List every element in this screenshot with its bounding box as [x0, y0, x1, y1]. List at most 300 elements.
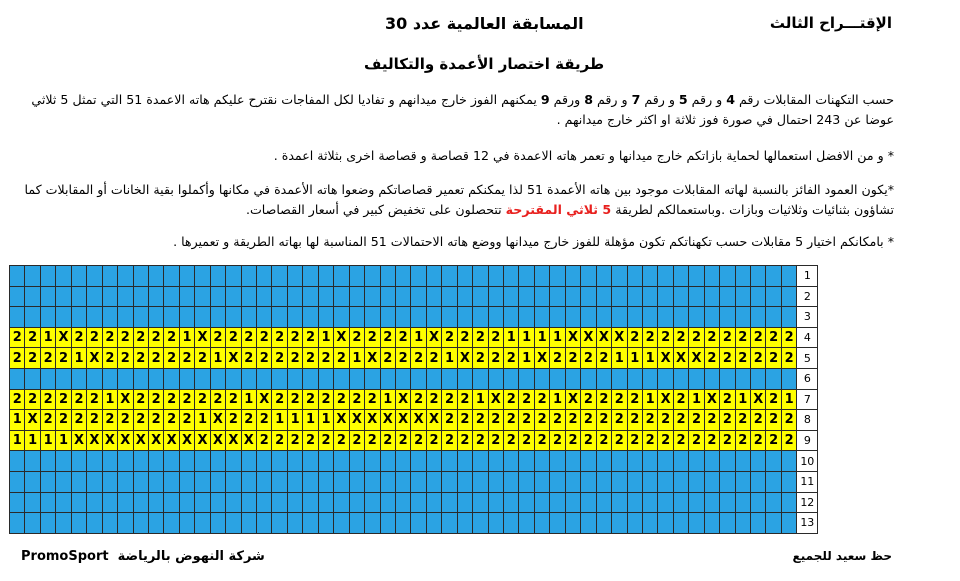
- grid-cell: [488, 513, 503, 534]
- grid-cell: [133, 368, 148, 389]
- grid-cell: 1: [241, 389, 256, 410]
- grid-cell: [488, 368, 503, 389]
- grid-cell: 2: [457, 327, 472, 348]
- grid-cell: 2: [550, 410, 565, 431]
- grid-cell: X: [658, 389, 673, 410]
- grid-cell: [303, 368, 318, 389]
- grid-cell: 2: [102, 327, 117, 348]
- grid-cell: [334, 471, 349, 492]
- grid-cell: [781, 266, 796, 287]
- grid-cell: [781, 307, 796, 328]
- grid-cell: 2: [473, 410, 488, 431]
- grid-cell: 2: [534, 430, 549, 451]
- grid-cell: 2: [87, 410, 102, 431]
- grid-cell: [133, 471, 148, 492]
- grid-cell: [365, 286, 380, 307]
- grid-cell: [380, 513, 395, 534]
- grid-cell: 2: [689, 410, 704, 431]
- grid-cell: [241, 368, 256, 389]
- grid-cell: [612, 266, 627, 287]
- grid-cell: [642, 307, 657, 328]
- grid-cell: 2: [612, 389, 627, 410]
- grid-cell: [504, 286, 519, 307]
- grid-row: [10, 430, 818, 451]
- grid-cell: 2: [365, 430, 380, 451]
- grid-cell: [349, 492, 364, 513]
- grid-cell: [334, 266, 349, 287]
- grid-cell: [426, 471, 441, 492]
- grid-cell: [87, 307, 102, 328]
- grid-cell: 2: [504, 410, 519, 431]
- grid-cell: [272, 513, 287, 534]
- grid-cell: 2: [179, 389, 194, 410]
- p1-text: و رقم: [592, 92, 632, 107]
- grid-cell: [195, 368, 210, 389]
- grid-cell: [257, 286, 272, 307]
- grid-cell: 2: [10, 389, 25, 410]
- grid-cell: [735, 266, 750, 287]
- grid-cell: 2: [673, 327, 688, 348]
- grid-cell: [673, 368, 688, 389]
- grid-cell: [704, 307, 719, 328]
- grid-cell: [25, 286, 40, 307]
- grid-cell: [380, 471, 395, 492]
- grid-cell: [735, 286, 750, 307]
- grid-cell: 1: [210, 348, 225, 369]
- grid-cell: [102, 451, 117, 472]
- grid-cell: [519, 266, 534, 287]
- grid-cell: [40, 286, 55, 307]
- grid-cell: 2: [334, 389, 349, 410]
- grid-cell: [596, 513, 611, 534]
- footer-company: [21, 549, 265, 564]
- grid-cell: [596, 266, 611, 287]
- p1-number: 8: [584, 92, 593, 107]
- grid-cell: [534, 492, 549, 513]
- grid-cell: [164, 368, 179, 389]
- grid-cell: [318, 492, 333, 513]
- grid-cell: [102, 266, 117, 287]
- grid-cell: [257, 513, 272, 534]
- grid-cell: 2: [210, 389, 225, 410]
- grid-cell: [40, 513, 55, 534]
- grid-cell: [272, 266, 287, 287]
- grid-cell: 2: [751, 410, 766, 431]
- row-number: 4: [797, 327, 818, 348]
- grid-cell: [133, 451, 148, 472]
- grid-cell: 2: [133, 348, 148, 369]
- grid-cell: [25, 266, 40, 287]
- grid-cell: X: [596, 327, 611, 348]
- grid-cell: [781, 286, 796, 307]
- grid-cell: [287, 307, 302, 328]
- grid-cell: [627, 266, 642, 287]
- grid-cell: [257, 471, 272, 492]
- grid-cell: [442, 286, 457, 307]
- grid-cell: [318, 266, 333, 287]
- grid-cell: [704, 286, 719, 307]
- grid-cell: [102, 492, 117, 513]
- grid-cell: [118, 492, 133, 513]
- grid-cell: [303, 492, 318, 513]
- grid-cell: 2: [442, 389, 457, 410]
- grid-cell: X: [71, 430, 86, 451]
- grid-cell: [226, 286, 241, 307]
- grid-cell: [195, 451, 210, 472]
- grid-cell: [642, 471, 657, 492]
- grid-cell: 2: [287, 348, 302, 369]
- grid-cell: [195, 266, 210, 287]
- grid-cell: [195, 492, 210, 513]
- grid-cell: [334, 451, 349, 472]
- grid-cell: 2: [303, 430, 318, 451]
- grid-cell: [272, 307, 287, 328]
- grid-cell: X: [87, 348, 102, 369]
- p1-number: 9: [540, 92, 550, 107]
- grid-cell: [550, 451, 565, 472]
- grid-cell: [596, 471, 611, 492]
- grid-cell: [612, 492, 627, 513]
- grid-cell: [164, 307, 179, 328]
- p3-text: تتحصلون على تخفيض كبير في أسعار القصاصات.: [245, 202, 506, 217]
- row-number: 3: [797, 307, 818, 328]
- grid-cell: 2: [627, 430, 642, 451]
- grid-cell: [226, 451, 241, 472]
- grid-cell: 2: [735, 430, 750, 451]
- grid-cell: X: [395, 389, 410, 410]
- grid-cell: [612, 451, 627, 472]
- grid-cell: 1: [689, 389, 704, 410]
- grid-cell: [25, 368, 40, 389]
- paragraph-2: * و من الافضل استعمالها لحماية بازاتكم خارج ميدانها و تعمر هاته الاعمدة في 12 قصاصة و قصاصة اخرى بثلاثة اعمدة .: [273, 148, 894, 163]
- grid-cell: [241, 266, 256, 287]
- grid-cell: X: [226, 430, 241, 451]
- grid-cell: [272, 368, 287, 389]
- grid-cell: 2: [612, 410, 627, 431]
- grid-cell: 2: [226, 389, 241, 410]
- grid-cell: [720, 266, 735, 287]
- grid-cell: [642, 368, 657, 389]
- grid-cell: [642, 451, 657, 472]
- grid-cell: [596, 307, 611, 328]
- grid-cell: [148, 307, 163, 328]
- grid-cell: 2: [226, 410, 241, 431]
- grid-cell: [658, 266, 673, 287]
- grid-cell: 2: [349, 327, 364, 348]
- grid-cell: [179, 368, 194, 389]
- grid-cell: 2: [735, 348, 750, 369]
- grid-cell: [303, 266, 318, 287]
- grid-cell: [735, 471, 750, 492]
- grid-cell: 2: [627, 410, 642, 431]
- grid-cell: X: [689, 348, 704, 369]
- grid-cell: [704, 492, 719, 513]
- grid-cell: 2: [504, 430, 519, 451]
- grid-cell: [720, 307, 735, 328]
- grid-cell: 2: [164, 348, 179, 369]
- grid-cell: [40, 492, 55, 513]
- grid-cell: [380, 492, 395, 513]
- grid-cell: [164, 492, 179, 513]
- grid-cell: [272, 286, 287, 307]
- grid-cell: 2: [411, 348, 426, 369]
- grid-cell: X: [581, 327, 596, 348]
- grid-cell: [10, 286, 25, 307]
- grid-cell: [395, 451, 410, 472]
- grid-cell: [766, 513, 781, 534]
- grid-cell: [457, 471, 472, 492]
- grid-cell: [704, 451, 719, 472]
- grid-cell: X: [411, 410, 426, 431]
- grid-cell: [71, 368, 86, 389]
- grid-cell: [241, 492, 256, 513]
- grid-cell: [133, 513, 148, 534]
- grid-cell: [102, 368, 117, 389]
- grid-cell: 1: [56, 430, 71, 451]
- grid-cell: [658, 451, 673, 472]
- grid-row: [10, 327, 818, 348]
- grid-cell: X: [257, 389, 272, 410]
- grid-cell: [380, 266, 395, 287]
- grid-cell: [735, 307, 750, 328]
- grid-cell: 2: [473, 430, 488, 451]
- grid-cell: [673, 266, 688, 287]
- grid-cell: [457, 513, 472, 534]
- grid-cell: 2: [689, 430, 704, 451]
- grid-cell: [380, 368, 395, 389]
- grid-cell: 2: [287, 327, 302, 348]
- grid-cell: X: [426, 327, 441, 348]
- grid-cell: [56, 471, 71, 492]
- grid-cell: [10, 266, 25, 287]
- grid-cell: 1: [195, 410, 210, 431]
- paragraph-4: * بامكانكم اختيار 5 مقابلات حسب تكهناتكم تكون مؤهلة للفوز خارج ميدانها ووضع هاته الاحتمالات 51 المناسبة لها بهاته الطريقة و تعميرها .: [173, 234, 894, 249]
- grid-cell: [457, 307, 472, 328]
- grid-row: [10, 389, 818, 410]
- p1-text: و رقم: [687, 92, 727, 107]
- grid-cell: [581, 286, 596, 307]
- grid-cell: 2: [334, 430, 349, 451]
- grid-cell: [102, 286, 117, 307]
- grid-cell: 2: [241, 410, 256, 431]
- grid-cell: [658, 471, 673, 492]
- grid-cell: 2: [550, 430, 565, 451]
- grid-cell: X: [658, 348, 673, 369]
- grid-cell: X: [210, 430, 225, 451]
- grid-cell: [71, 451, 86, 472]
- grid-cell: [642, 286, 657, 307]
- grid-cell: [673, 513, 688, 534]
- grid-cell: X: [118, 430, 133, 451]
- grid-cell: [56, 368, 71, 389]
- grid-cell: [395, 368, 410, 389]
- grid-cell: 2: [257, 348, 272, 369]
- grid-cell: [210, 451, 225, 472]
- grid-cell: [720, 513, 735, 534]
- grid-cell: [473, 513, 488, 534]
- grid-cell: [241, 307, 256, 328]
- grid-cell: [534, 451, 549, 472]
- grid-cell: [241, 451, 256, 472]
- grid-cell: 2: [349, 389, 364, 410]
- grid-cell: 2: [704, 430, 719, 451]
- grid-cell: [612, 286, 627, 307]
- grid-cell: [210, 513, 225, 534]
- grid-cell: [534, 513, 549, 534]
- grid-cell: 2: [56, 348, 71, 369]
- grid-cell: [689, 368, 704, 389]
- grid-row: [10, 286, 818, 307]
- grid-cell: 2: [179, 410, 194, 431]
- grid-cell: 2: [488, 348, 503, 369]
- grid-cell: [272, 492, 287, 513]
- grid-cell: X: [164, 430, 179, 451]
- row-number: 10: [797, 451, 818, 472]
- grid-cell: 2: [565, 348, 580, 369]
- grid-cell: X: [56, 327, 71, 348]
- grid-cell: 1: [71, 348, 86, 369]
- grid-cell: [257, 307, 272, 328]
- grid-row: [10, 471, 818, 492]
- grid-cell: X: [195, 430, 210, 451]
- grid-cell: 2: [272, 430, 287, 451]
- grid-cell: [148, 513, 163, 534]
- grid-cell: [781, 471, 796, 492]
- grid-cell: 1: [10, 430, 25, 451]
- grid-cell: 2: [257, 410, 272, 431]
- grid-cell: 2: [241, 327, 256, 348]
- grid-cell: [596, 451, 611, 472]
- grid-cell: 2: [56, 410, 71, 431]
- grid-cell: [226, 492, 241, 513]
- grid-cell: 2: [581, 410, 596, 431]
- grid-cell: 1: [272, 410, 287, 431]
- grid-cell: 2: [303, 327, 318, 348]
- grid-cell: [71, 471, 86, 492]
- grid-cell: [442, 471, 457, 492]
- grid-cell: 2: [87, 327, 102, 348]
- grid-cell: [87, 368, 102, 389]
- grid-cell: [581, 451, 596, 472]
- footer-good-luck: حظ سعيد للجميع: [792, 549, 892, 563]
- grid-cell: [565, 266, 580, 287]
- grid-cell: 2: [565, 430, 580, 451]
- grid-cell: 2: [25, 389, 40, 410]
- grid-cell: [411, 471, 426, 492]
- grid-cell: [658, 368, 673, 389]
- grid-cell: [673, 286, 688, 307]
- grid-cell: [87, 471, 102, 492]
- grid-cell: 2: [442, 410, 457, 431]
- grid-cell: X: [426, 410, 441, 431]
- grid-cell: 2: [303, 348, 318, 369]
- grid-cell: [365, 307, 380, 328]
- grid-cell: 2: [349, 430, 364, 451]
- grid-cell: 2: [87, 389, 102, 410]
- grid-cell: [411, 451, 426, 472]
- grid-cell: [504, 471, 519, 492]
- grid-cell: [565, 286, 580, 307]
- grid-cell: [226, 513, 241, 534]
- grid-cell: X: [380, 410, 395, 431]
- grid-cell: 2: [40, 389, 55, 410]
- grid-cell: [473, 451, 488, 472]
- grid-cell: [71, 266, 86, 287]
- p1-number: 4: [726, 92, 736, 107]
- grid-cell: 2: [164, 410, 179, 431]
- grid-cell: [550, 286, 565, 307]
- grid-cell: [627, 513, 642, 534]
- grid-cell: 2: [751, 430, 766, 451]
- grid-cell: [164, 286, 179, 307]
- grid-cell: [426, 307, 441, 328]
- competition-title: المسابقة العالمية عدد 30: [385, 14, 584, 33]
- grid-cell: 2: [488, 327, 503, 348]
- grid-cell: [272, 471, 287, 492]
- grid-cell: 1: [504, 327, 519, 348]
- grid-cell: [56, 307, 71, 328]
- grid-cell: 2: [596, 430, 611, 451]
- grid-cell: X: [612, 327, 627, 348]
- grid-cell: [25, 471, 40, 492]
- grid-cell: X: [102, 430, 117, 451]
- grid-cell: [596, 492, 611, 513]
- grid-cell: [689, 451, 704, 472]
- grid-row: [10, 451, 818, 472]
- grid-cell: X: [87, 430, 102, 451]
- grid-cell: [179, 471, 194, 492]
- grid-cell: [565, 492, 580, 513]
- grid-cell: [411, 286, 426, 307]
- grid-cell: [349, 286, 364, 307]
- grid-cell: [164, 471, 179, 492]
- grid-cell: 1: [642, 389, 657, 410]
- grid-cell: 2: [395, 348, 410, 369]
- grid-cell: 2: [720, 389, 735, 410]
- grid-cell: [519, 368, 534, 389]
- grid-cell: 2: [334, 348, 349, 369]
- grid-cell: [148, 451, 163, 472]
- grid-cell: 2: [751, 327, 766, 348]
- grid-cell: [519, 451, 534, 472]
- grid-cell: [673, 307, 688, 328]
- grid-cell: 1: [318, 327, 333, 348]
- columns-grid: [9, 265, 818, 534]
- grid-cell: [751, 266, 766, 287]
- grid-cell: 2: [504, 389, 519, 410]
- grid-cell: 2: [766, 389, 781, 410]
- grid-cell: 2: [735, 410, 750, 431]
- grid-cell: [426, 451, 441, 472]
- grid-cell: [25, 307, 40, 328]
- grid-cell: [442, 513, 457, 534]
- grid-cell: X: [365, 348, 380, 369]
- grid-cell: 2: [720, 348, 735, 369]
- grid-cell: [56, 286, 71, 307]
- grid-cell: [581, 307, 596, 328]
- grid-cell: [10, 513, 25, 534]
- grid-cell: 2: [581, 389, 596, 410]
- grid-cell: [781, 492, 796, 513]
- grid-cell: 1: [380, 389, 395, 410]
- grid-cell: 2: [195, 348, 210, 369]
- p3-text: *يكون العمود الفائز بالنسبة لهاته المقابلات موجود بين هاته الأعمدة 51 لذا يمكنكم تعمير قصاصاتكم وضعوا هاته الأعمدة في مكانها وأكملوا بقية الخانات أو المقابلات كما تشاؤون بثنائيات وثلاثيات وبازات .وباستعمالكم لطريقة: [24, 182, 894, 217]
- grid-cell: [118, 471, 133, 492]
- grid-cell: [720, 492, 735, 513]
- grid-cell: [395, 492, 410, 513]
- grid-cell: [534, 307, 549, 328]
- grid-cell: [365, 471, 380, 492]
